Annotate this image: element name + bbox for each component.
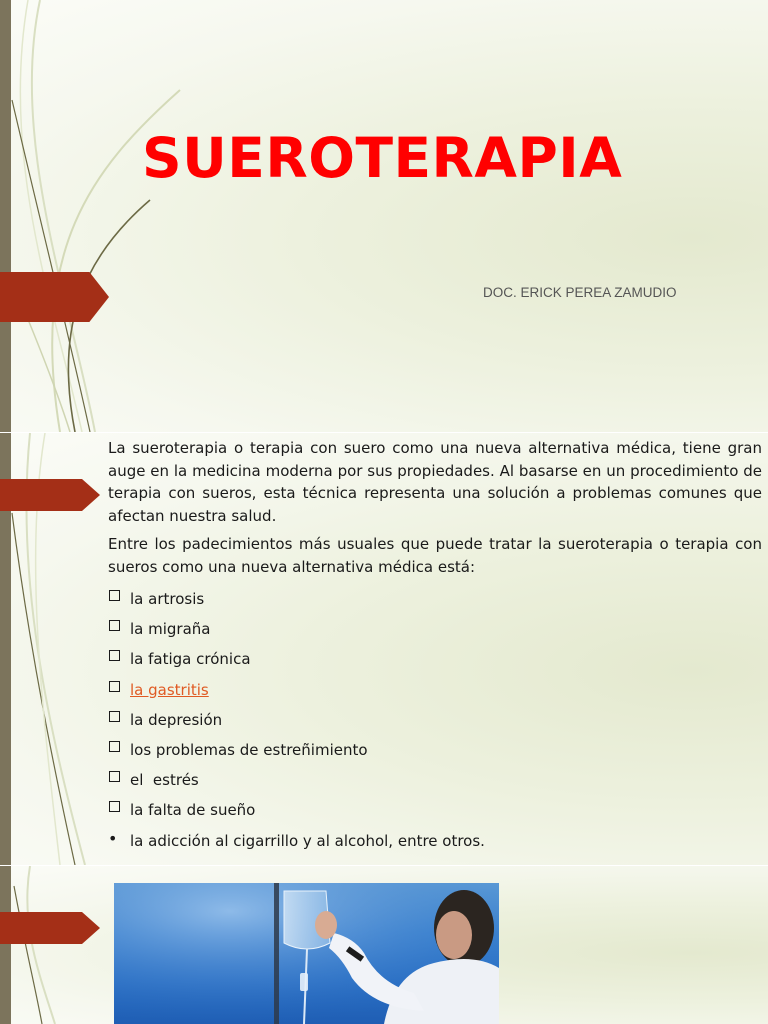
list-item-text: la depresión [130,710,223,729]
checkbox-bullet-icon [109,590,120,601]
dot-bullet-icon: • [108,828,118,848]
list-item [108,679,762,709]
image-slide [0,866,768,1024]
list-item [108,739,762,769]
gastritis-link[interactable]: la gastritis [130,680,209,699]
list-item [108,709,762,739]
checkbox-bullet-icon [109,620,120,631]
list-item [108,799,762,829]
decorative-swirl [0,866,110,1024]
accent-arrow-tab [0,479,100,511]
iv-serum-illustration [114,883,499,1024]
accent-arrow-tab [0,272,109,322]
list-item [108,648,762,678]
iv-serum-photo [114,883,499,1024]
checkbox-bullet-icon [109,801,120,812]
slide-title: SUEROTERAPIA [142,126,623,190]
checkbox-bullet-icon [109,741,120,752]
list-item-text: la falta de sueño [130,801,256,820]
author-subtitle: DOC. ERICK PEREA ZAMUDIO [483,285,677,300]
intro-paragraph: La sueroterapia o terapia con suero como una nueva alternativa médica, tiene gran auge en la medicina moderna por sus propiedades. Al basarse en un procedimiento de terapia con sueros, esta técnica representa una solución a problemas comunes que afectan nuestra salud. [108,439,762,525]
list-item-text: el estrés [130,771,199,790]
list-item [108,618,762,648]
decorative-swirl [0,0,200,432]
conditions-list [108,588,762,860]
list-item-text: la fatiga crónica [130,650,251,669]
content-slide [0,433,768,865]
checkbox-bullet-icon [109,711,120,722]
conditions-intro-paragraph: Entre los padecimientos más usuales que puede tratar la sueroterapia o terapia con sueros como una nueva alternativa médica está: [108,535,762,576]
list-item [108,588,762,618]
list-item-text: la migraña [130,620,211,639]
checkbox-bullet-icon [109,650,120,661]
list-item-text: la adicción al cigarrillo y al alcohol, entre otros. [130,831,485,850]
checkbox-bullet-icon [109,681,120,692]
list-item-text: los problemas de estreñimiento [130,740,368,759]
title-slide [0,0,768,432]
list-item-text: la artrosis [130,590,205,608]
list-item [108,769,762,799]
checkbox-bullet-icon [109,771,120,782]
accent-arrow-tab [0,912,100,944]
slide-body [108,437,762,860]
list-item [108,830,762,860]
